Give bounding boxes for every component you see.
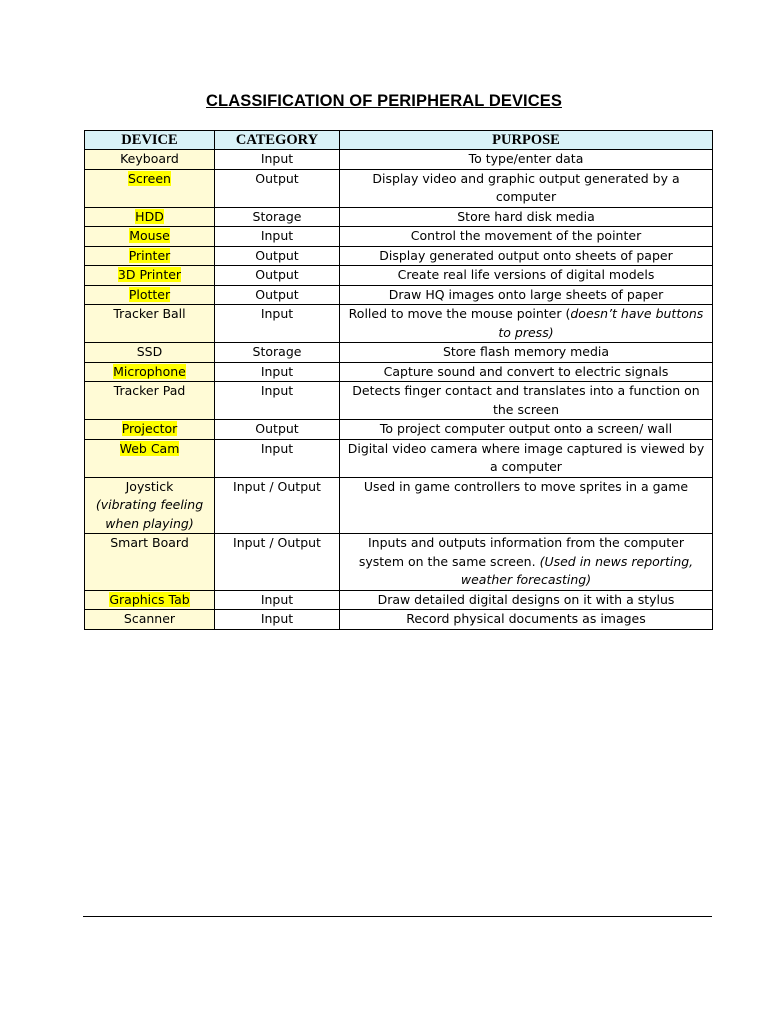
purpose-note: doesn’t have buttons to press) — [498, 306, 704, 340]
table-row — [85, 610, 713, 630]
table-row — [85, 305, 713, 343]
purpose-cell — [340, 227, 713, 247]
page-title: CLASSIFICATION OF PERIPHERAL DEVICES — [206, 92, 562, 110]
device-cell — [85, 207, 215, 227]
device-name: Projector — [121, 421, 178, 436]
device-name: Smart Board — [110, 535, 189, 550]
category-cell: Input — [215, 227, 340, 247]
device-name: Tracker Pad — [113, 383, 186, 398]
device-cell — [85, 169, 215, 207]
device-cell — [85, 420, 215, 440]
table-body — [85, 150, 713, 630]
device-cell — [85, 439, 215, 477]
table-row — [85, 169, 713, 207]
purpose-text: Draw HQ images onto large sheets of paper — [388, 286, 664, 302]
purpose-text: Inputs and outputs information from the computer system on the same screen. — [358, 535, 684, 569]
category-cell: Input — [215, 590, 340, 610]
device-name: Keyboard — [120, 151, 179, 166]
device-cell — [85, 285, 215, 305]
device-name: HDD — [135, 208, 164, 224]
table-row — [85, 534, 713, 591]
device-note: (vibrating feeling when playing) — [95, 497, 204, 531]
table-row — [85, 439, 713, 477]
table-row — [85, 285, 713, 305]
purpose-cell — [340, 610, 713, 630]
device-name: Tracker Ball — [113, 306, 186, 321]
device-name: 3D Printer — [117, 267, 182, 282]
purpose-text: To type/enter data — [468, 151, 584, 166]
purpose-text: Draw detailed digital designs on it with a stylus — [377, 591, 675, 607]
peripheral-devices-table — [84, 130, 713, 630]
device-cell — [85, 362, 215, 382]
header-category: CATEGORY — [215, 131, 340, 150]
table-row — [85, 266, 713, 286]
purpose-cell — [340, 362, 713, 382]
header-purpose: PURPOSE — [340, 131, 713, 150]
device-name: Joystick — [125, 478, 174, 494]
device-name: Screen — [128, 170, 171, 186]
device-cell — [85, 266, 215, 286]
device-cell — [85, 477, 215, 534]
device-cell — [85, 382, 215, 420]
table-row — [85, 227, 713, 247]
purpose-text: Store hard disk media — [457, 208, 595, 224]
category-cell: Storage — [215, 207, 340, 227]
purpose-cell — [340, 477, 713, 534]
category-cell: Input — [215, 362, 340, 382]
purpose-text: To project computer output onto a screen/ wall — [379, 421, 673, 436]
device-name: Graphics Tab — [109, 591, 190, 607]
purpose-text: Used in game controllers to move sprites in a game — [363, 478, 689, 494]
category-cell: Input — [215, 439, 340, 477]
purpose-cell — [340, 382, 713, 420]
purpose-text: Detects finger contact and translates into a function on the screen — [352, 383, 700, 417]
category-cell: Input — [215, 150, 340, 170]
category-cell: Output — [215, 420, 340, 440]
device-cell — [85, 610, 215, 630]
category-cell: Output — [215, 169, 340, 207]
table-row — [85, 477, 713, 534]
purpose-text: Display generated output onto sheets of paper — [379, 247, 673, 263]
purpose-cell — [340, 266, 713, 286]
purpose-cell — [340, 420, 713, 440]
table-row — [85, 246, 713, 266]
category-cell: Input — [215, 382, 340, 420]
purpose-cell — [340, 150, 713, 170]
purpose-cell — [340, 246, 713, 266]
purpose-text: Record physical documents as images — [406, 611, 646, 626]
purpose-note: (Used in news reporting, weather forecasting) — [460, 553, 694, 587]
table-row — [85, 362, 713, 382]
purpose-cell — [340, 169, 713, 207]
category-cell: Input / Output — [215, 534, 340, 591]
table-row — [85, 207, 713, 227]
device-cell — [85, 343, 215, 363]
purpose-cell — [340, 343, 713, 363]
device-cell — [85, 534, 215, 591]
device-cell — [85, 227, 215, 247]
device-name: Microphone — [113, 363, 186, 379]
device-name: Plotter — [128, 286, 171, 302]
table-row — [85, 150, 713, 170]
device-cell — [85, 150, 215, 170]
category-cell: Storage — [215, 343, 340, 363]
table-row — [85, 590, 713, 610]
purpose-text: Display video and graphic output generated by a computer — [372, 170, 680, 204]
device-name: Printer — [128, 247, 171, 263]
purpose-cell — [340, 305, 713, 343]
category-cell: Output — [215, 266, 340, 286]
device-name: Web Cam — [119, 440, 180, 456]
purpose-text: Rolled to move the mouse pointer ( — [348, 306, 571, 321]
category-cell: Output — [215, 285, 340, 305]
device-name: Scanner — [123, 611, 176, 626]
table-row — [85, 420, 713, 440]
purpose-cell — [340, 439, 713, 477]
purpose-cell — [340, 534, 713, 591]
table-header-row — [85, 131, 713, 150]
device-name: SSD — [136, 344, 163, 359]
purpose-text: Digital video camera where image captured is viewed by a computer — [347, 440, 705, 474]
category-cell: Input — [215, 610, 340, 630]
purpose-text: Store flash memory media — [442, 344, 610, 359]
category-cell: Input — [215, 305, 340, 343]
device-cell — [85, 305, 215, 343]
header-device: DEVICE — [85, 131, 215, 150]
device-name: Mouse — [129, 228, 170, 243]
footer-divider — [83, 916, 712, 917]
table-row — [85, 343, 713, 363]
category-cell: Output — [215, 246, 340, 266]
device-cell — [85, 590, 215, 610]
purpose-text: Control the movement of the pointer — [410, 228, 642, 243]
purpose-cell — [340, 285, 713, 305]
purpose-cell — [340, 590, 713, 610]
device-cell — [85, 246, 215, 266]
purpose-text: Capture sound and convert to electric signals — [383, 363, 669, 379]
purpose-cell — [340, 207, 713, 227]
table-row — [85, 382, 713, 420]
category-cell: Input / Output — [215, 477, 340, 534]
purpose-text: Create real life versions of digital models — [397, 267, 655, 282]
